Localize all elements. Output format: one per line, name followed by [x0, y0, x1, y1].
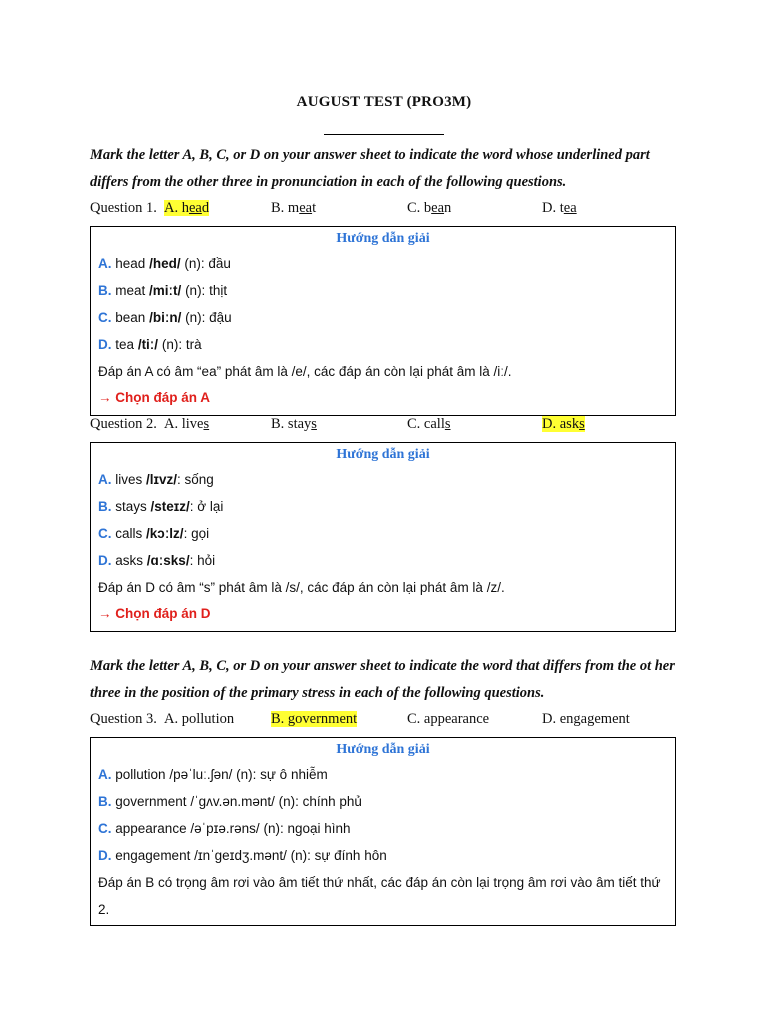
explanation-a: A. lives /lɪvz/: sống [98, 472, 214, 487]
title-underline [324, 134, 444, 135]
explanation-c: C. bean /biːn/ (n): đậu [98, 310, 232, 325]
answer-choice: → Chọn đáp án D [98, 606, 211, 621]
option-c: C. appearance [407, 711, 490, 727]
explanation-d: D. asks /ɑːsks/: hỏi [98, 553, 216, 568]
question-label: Question 2. [90, 416, 157, 432]
explanation-d: D. tea /tiː/ (n): trà [98, 337, 202, 352]
explanation-a: A. pollution /pəˈluː.ʃən/ (n): sự ô nhiễm [98, 767, 328, 782]
explanation-b: B. meat /miːt/ (n): thịt [98, 283, 228, 298]
explanation-c: C. appearance /əˈpɪə.rəns/ (n): ngoại hình [98, 821, 351, 836]
option-c: C. bean [407, 200, 452, 216]
explanation-box-3 [90, 737, 676, 926]
option-b: B. meat [271, 200, 317, 216]
explanation-box-2 [90, 442, 676, 632]
explanation-note: Đáp án A có âm “ea” phát âm là /e/, các đáp án còn lại phát âm là /iː/. [98, 364, 512, 379]
explanation-b: B. government /ˈɡʌv.ən.mənt/ (n): chính phủ [98, 794, 362, 809]
option-b: B. government [271, 711, 358, 727]
option-a: A. pollution [164, 711, 235, 727]
option-a: A. head [164, 200, 210, 216]
option-d: D. asks [542, 416, 585, 432]
option-c: C. calls [407, 416, 451, 432]
option-a: A. lives [164, 416, 210, 432]
explanation-box-1 [90, 226, 676, 416]
explanation-b: B. stays /steɪz/: ở lại [98, 499, 224, 514]
question-3-line [90, 711, 690, 733]
option-d: D. tea [542, 200, 577, 216]
answer-choice: → Chọn đáp án A [98, 390, 210, 405]
question-1-line [90, 200, 690, 222]
explanation-note: Đáp án D có âm “s” phát âm là /s/, các đáp án còn lại phát âm là /z/. [98, 580, 505, 595]
option-d: D. engagement [542, 711, 630, 727]
question-label: Question 1. [90, 200, 157, 216]
section1-instruction: Mark the letter A, B, C, or D on your answer sheet to indicate the word whose underlined part differs from the other three in pronunciation in each of the following questions. [90, 147, 650, 190]
guide-heading: Hướng dẫn giải [336, 742, 430, 757]
explanation-a: A. head /hed/ (n): đầu [98, 256, 231, 271]
question-2-line [90, 416, 690, 438]
guide-heading: Hướng dẫn giải [336, 231, 430, 246]
question-label: Question 3. [90, 711, 157, 727]
guide-heading: Hướng dẫn giải [336, 447, 430, 462]
explanation-c: C. calls /kɔːlz/: gọi [98, 526, 210, 541]
explanation-d: D. engagement /ɪnˈɡeɪdʒ.mənt/ (n): sự đính hôn [98, 848, 387, 863]
option-b: B. stays [271, 416, 317, 432]
section2-instruction: Mark the letter A, B, C, or D on your answer sheet to indicate the word that differs from the ot her three in the position of the primary stress in each of the following questions. [90, 658, 675, 701]
explanation-note: Đáp án B có trọng âm rơi vào âm tiết thứ nhất, các đáp án còn lại trọng âm rơi vào âm tiết thứ 2. [98, 875, 661, 917]
page-title: AUGUST TEST (PRO3M) [296, 94, 472, 110]
